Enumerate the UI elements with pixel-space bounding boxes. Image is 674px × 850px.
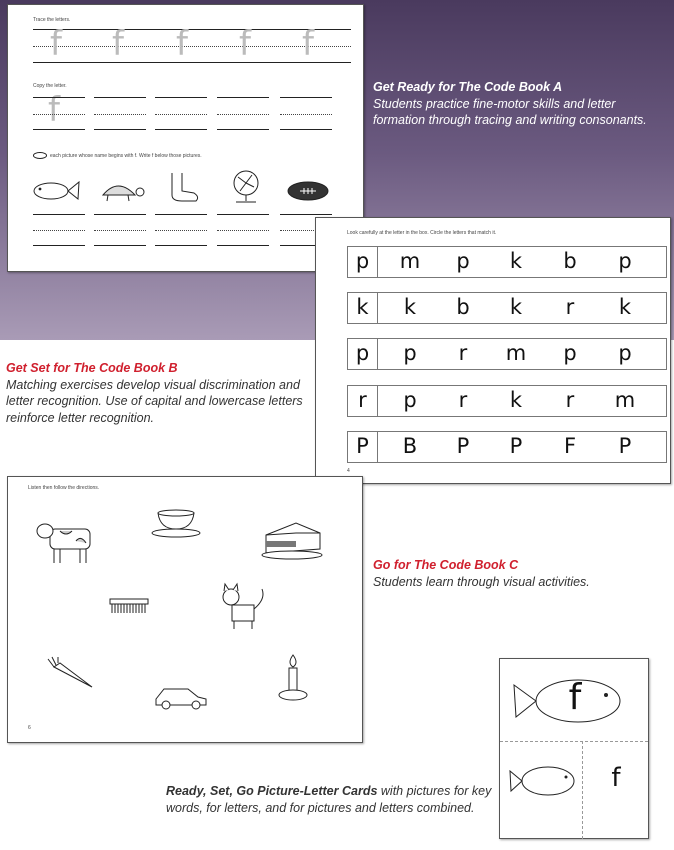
choice-letter: p bbox=[403, 388, 417, 412]
trace-letter: f bbox=[302, 24, 314, 64]
worksheet-c bbox=[7, 476, 363, 743]
copy-instruction: Copy the letter. bbox=[33, 83, 67, 89]
choice-letter: k bbox=[618, 295, 632, 319]
choice-letter: P bbox=[509, 434, 523, 458]
choice-letter: m bbox=[399, 249, 421, 273]
card-cut-line bbox=[582, 741, 583, 839]
matching-row bbox=[347, 385, 667, 417]
choice-letter: r bbox=[458, 341, 468, 365]
feet-picture-icon bbox=[160, 171, 210, 205]
target-letter-box: p bbox=[348, 247, 378, 277]
caption-d-body: with pictures for key words, for letters, and for pictures and letters combined. bbox=[166, 784, 492, 815]
trace-instruction: Trace the letters. bbox=[33, 17, 71, 23]
trace-letter: f bbox=[112, 24, 124, 64]
choice-letter: p bbox=[618, 341, 632, 365]
choice-letter: m bbox=[505, 341, 527, 365]
worksheet-b bbox=[315, 217, 671, 484]
choice-letter: b bbox=[563, 249, 577, 273]
cake-picture-icon bbox=[262, 519, 324, 561]
trace-letter: f bbox=[50, 24, 62, 64]
matching-row bbox=[347, 246, 667, 278]
caption-c bbox=[373, 557, 653, 590]
choice-letter: p bbox=[618, 249, 632, 273]
copy-model-letter: f bbox=[48, 90, 60, 130]
target-letter-box: r bbox=[348, 386, 378, 416]
carrot-picture-icon bbox=[46, 657, 98, 691]
choice-letter: r bbox=[458, 388, 468, 412]
page-number: 6 bbox=[28, 725, 31, 731]
choice-letter: b bbox=[456, 295, 470, 319]
caption-a-body: Students practice fine-motor skills and letter formation through tracing and writing consonants. bbox=[373, 96, 647, 127]
choice-letter: k bbox=[509, 388, 523, 412]
matching-row bbox=[347, 338, 667, 370]
caption-c-body: Students learn through visual activities. bbox=[373, 574, 590, 589]
trace-letter: f bbox=[176, 24, 188, 64]
picture-letter-card bbox=[499, 658, 649, 839]
target-letter-box: P bbox=[348, 432, 378, 462]
target-letter-box: k bbox=[348, 293, 378, 323]
worksheet-c-instruction: Listen then follow the directions. bbox=[28, 485, 100, 491]
choice-letter: m bbox=[614, 388, 636, 412]
card-bottom-letter: f bbox=[611, 763, 621, 793]
fish-card-small-icon bbox=[508, 759, 580, 803]
worksheet-b-instruction: Look carefully at the letter in the box. Circle the letters that match it. bbox=[347, 230, 497, 236]
choice-letter: p bbox=[563, 341, 577, 365]
page-number: 4 bbox=[347, 468, 350, 474]
teacup-picture-icon bbox=[154, 507, 206, 539]
cow-picture-icon bbox=[36, 517, 98, 565]
caption-b-title: Get Set for The Code Book B bbox=[6, 361, 178, 375]
matching-row bbox=[347, 292, 667, 324]
caption-b-body: Matching exercises develop visual discrimination and letter recognition. Use of capital and lowercase letters reinforce letter recognition. bbox=[6, 377, 303, 425]
caption-d-title: Ready, Set, Go Picture-Letter Cards bbox=[166, 784, 378, 798]
caption-c-title: Go for The Code Book C bbox=[373, 558, 519, 572]
choice-letter: P bbox=[456, 434, 470, 458]
worksheet-a bbox=[7, 4, 364, 272]
choice-letter: p bbox=[456, 249, 470, 273]
target-letter-box: p bbox=[348, 339, 378, 369]
matching-row bbox=[347, 431, 667, 463]
fan-picture-icon bbox=[228, 169, 268, 205]
choice-letter: P bbox=[618, 434, 632, 458]
choice-letter: r bbox=[565, 295, 575, 319]
caption-d bbox=[166, 783, 492, 816]
turtle-picture-icon bbox=[98, 175, 148, 205]
choice-letter: k bbox=[509, 249, 523, 273]
choice-letter: k bbox=[403, 295, 417, 319]
choice-letter: p bbox=[403, 341, 417, 365]
choice-letter: F bbox=[563, 434, 577, 458]
caption-a-title: Get Ready for The Code Book A bbox=[373, 80, 563, 94]
circle-instruction: each picture whose name begins with f. Write f below those pictures. bbox=[50, 153, 202, 159]
fish-picture-icon bbox=[31, 175, 81, 205]
car-picture-icon bbox=[154, 683, 208, 711]
card-cut-line bbox=[500, 741, 648, 742]
football-picture-icon bbox=[286, 179, 336, 203]
choice-letter: r bbox=[565, 388, 575, 412]
card-top-letter: f bbox=[568, 677, 582, 718]
choice-letter: k bbox=[509, 295, 523, 319]
comb-picture-icon bbox=[108, 595, 152, 617]
candle-picture-icon bbox=[276, 653, 310, 705]
caption-a bbox=[373, 79, 653, 129]
choice-letter: B bbox=[402, 434, 418, 458]
cat-picture-icon bbox=[218, 587, 270, 631]
caption-b bbox=[6, 360, 311, 426]
circle-icon bbox=[33, 152, 47, 159]
trace-letter: f bbox=[239, 24, 251, 64]
